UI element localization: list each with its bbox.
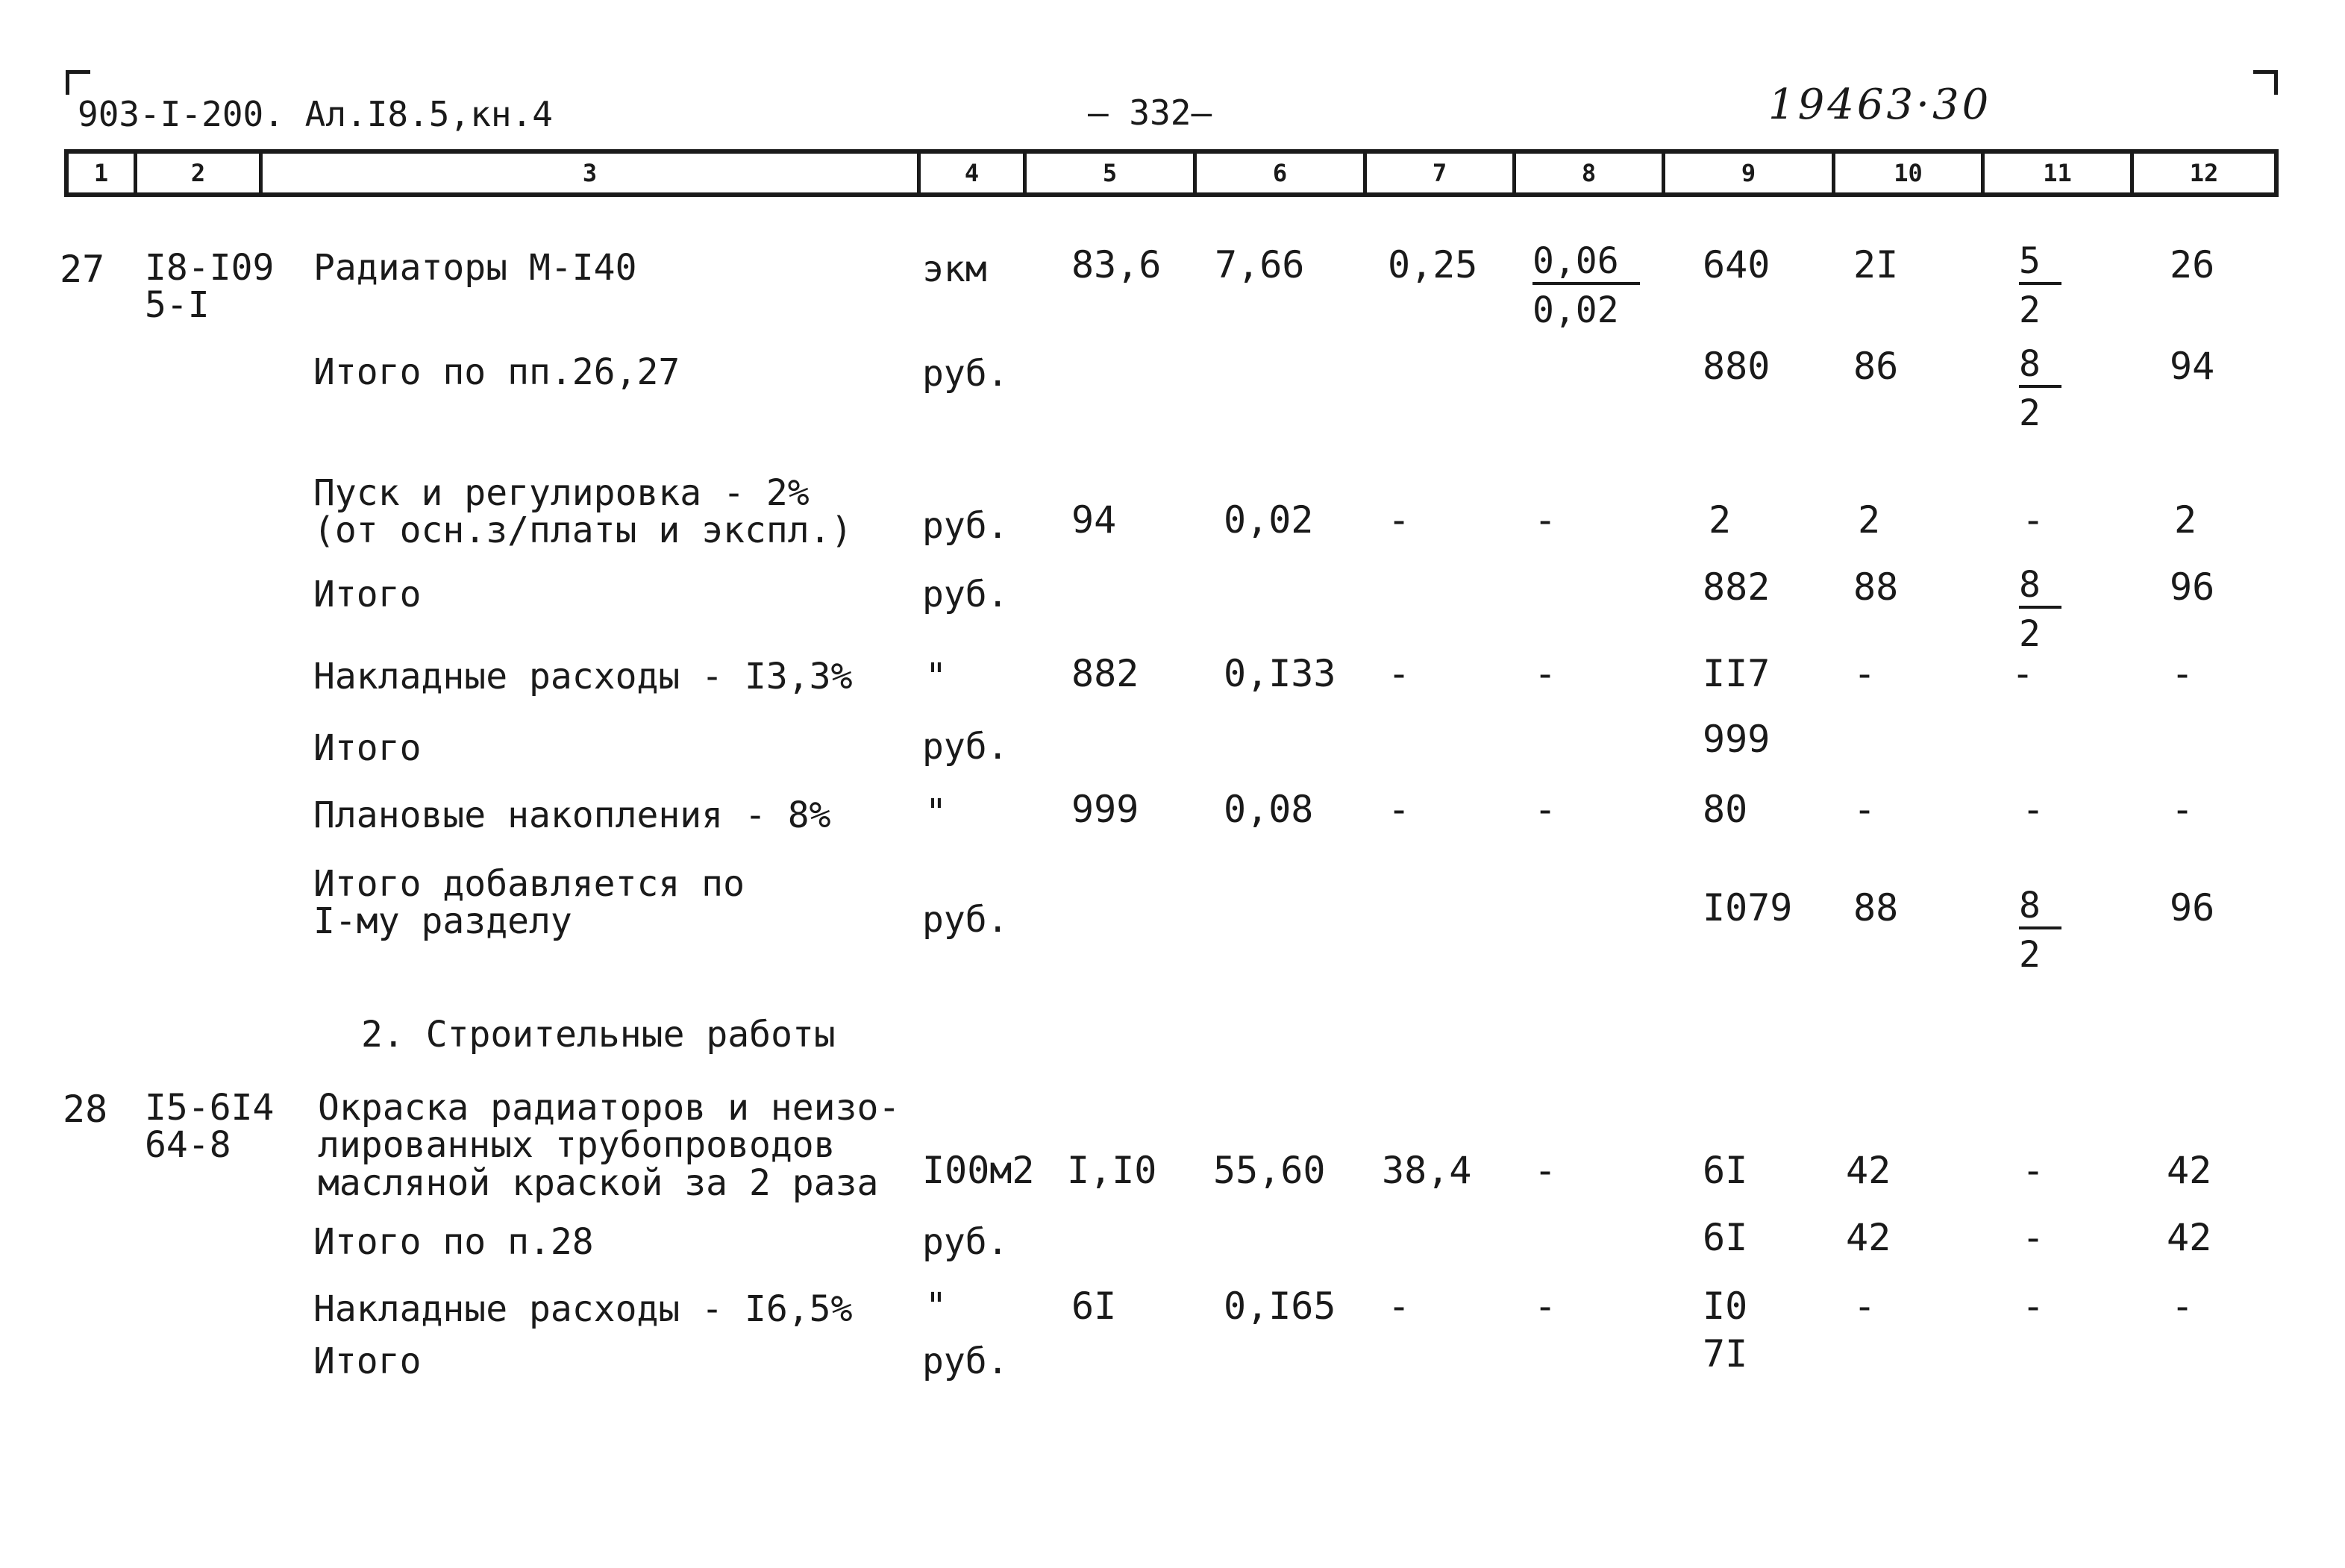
col12-cell: 94 xyxy=(2170,345,2215,388)
col12-cell: 26 xyxy=(2170,243,2215,286)
col11-cell: - xyxy=(2022,1285,2045,1328)
unit-cell: экм xyxy=(922,248,987,290)
handwritten-document-number: 19463·30 xyxy=(1768,81,1992,129)
item-description: Накладные расходы - I6,5% xyxy=(313,1288,853,1330)
col8-cell: - xyxy=(1534,652,1557,695)
quantity-cell: 999 xyxy=(1071,788,1139,831)
col11-cell: - xyxy=(2022,1216,2045,1259)
col8-fraction xyxy=(1532,240,1640,331)
item-description: Итого xyxy=(313,1340,422,1382)
col12-cell: - xyxy=(2171,788,2194,831)
col12-cell: 42 xyxy=(2167,1216,2212,1259)
col6-cell: 55,60 xyxy=(1213,1149,1326,1192)
unit-cell: руб. xyxy=(922,1221,1009,1263)
col11-fraction xyxy=(2019,564,2061,655)
col9-cell: II7 xyxy=(1703,652,1771,695)
column-number: 3 xyxy=(263,154,921,192)
quantity-cell: 94 xyxy=(1071,498,1117,542)
col7-cell: - xyxy=(1388,498,1411,542)
col8-cell: - xyxy=(1534,1149,1557,1192)
column-number: 4 xyxy=(921,154,1027,192)
fraction-denominator: 2 xyxy=(2019,934,2041,976)
unit-cell: руб. xyxy=(922,899,1009,941)
column-number: 8 xyxy=(1516,154,1665,192)
unit-cell: руб. xyxy=(922,726,1009,768)
item-description: Радиаторы М-I40 xyxy=(313,247,637,289)
column-number: 5 xyxy=(1027,154,1197,192)
fraction-numerator: 8 xyxy=(2019,888,2061,929)
fraction-denominator: 2 xyxy=(2019,392,2041,434)
row-number: 28 xyxy=(63,1088,108,1131)
col11-fraction xyxy=(2019,240,2061,331)
column-number: 9 xyxy=(1665,154,1835,192)
col7-cell: 0,25 xyxy=(1388,243,1478,286)
col9-cell: 2 xyxy=(1709,498,1732,542)
col10-cell: - xyxy=(1853,1285,1876,1328)
item-description: Окраска радиаторов и неизо- лированных трубопроводов масляной краской за 2 раза xyxy=(318,1087,901,1204)
quantity-cell: 6I xyxy=(1071,1285,1117,1328)
col11-cell: - xyxy=(2011,652,2035,695)
col9-cell: I079 xyxy=(1703,886,1793,929)
fraction-denominator: 0,02 xyxy=(1532,289,1619,331)
quantity-cell: I,I0 xyxy=(1067,1149,1157,1192)
item-description: Пуск и регулировка - 2% (от осн.з/платы и экспл.) xyxy=(313,472,853,552)
quantity-cell: 83,6 xyxy=(1071,243,1162,286)
col7-cell: 38,4 xyxy=(1382,1149,1472,1192)
col12-cell: 42 xyxy=(2167,1149,2212,1192)
col12-cell: 96 xyxy=(2170,565,2215,609)
col10-cell: 88 xyxy=(1853,886,1899,929)
col8-cell: - xyxy=(1534,498,1557,542)
item-description: Итого xyxy=(313,727,422,769)
col9-cell: 6I xyxy=(1703,1149,1748,1192)
fraction-numerator: 0,06 xyxy=(1532,243,1640,285)
col10-cell: - xyxy=(1853,788,1876,831)
col6-cell: 0,02 xyxy=(1224,498,1314,542)
unit-cell: руб. xyxy=(922,353,1009,395)
item-description: Накладные расходы - I3,3% xyxy=(313,656,853,697)
col12-cell: 2 xyxy=(2174,498,2197,542)
col6-cell: 0,08 xyxy=(1224,788,1314,831)
item-description: Итого xyxy=(313,574,422,615)
document-reference: 903-I-200. Ал.I8.5,кн.4 xyxy=(78,94,553,134)
col9-cell: 7I xyxy=(1703,1332,1748,1376)
column-number: 7 xyxy=(1367,154,1516,192)
item-description: Итого по пп.26,27 xyxy=(313,351,680,393)
col10-cell: 88 xyxy=(1853,565,1899,609)
col9-cell: 999 xyxy=(1703,718,1771,761)
col6-cell: 7,66 xyxy=(1215,243,1305,286)
fraction-numerator: 8 xyxy=(2019,567,2061,609)
col8-cell: - xyxy=(1534,1285,1557,1328)
col10-cell: 2I xyxy=(1853,243,1899,286)
unit-cell: " xyxy=(925,656,947,697)
item-description: Плановые накопления - 8% xyxy=(313,794,831,836)
col8-cell: - xyxy=(1534,788,1557,831)
page-number: — 332— xyxy=(1088,92,1212,133)
col6-cell: 0,I33 xyxy=(1224,652,1336,695)
col9-cell: 882 xyxy=(1703,565,1771,609)
col11-cell: - xyxy=(2022,788,2045,831)
item-description: Итого по п.28 xyxy=(313,1221,594,1263)
col10-cell: 2 xyxy=(1858,498,1881,542)
col12-cell: - xyxy=(2171,652,2194,695)
norm-code: I8-I09 5-I xyxy=(145,247,275,327)
col11-cell: - xyxy=(2022,498,2045,542)
col6-cell: 0,I65 xyxy=(1224,1285,1336,1328)
column-number: 1 xyxy=(69,154,137,192)
column-number: 2 xyxy=(137,154,263,192)
unit-cell: руб. xyxy=(922,574,1009,615)
col10-cell: 86 xyxy=(1853,345,1899,388)
corner-mark-top-right xyxy=(2253,70,2278,95)
col10-cell: - xyxy=(1853,652,1876,695)
column-number: 12 xyxy=(2189,159,2219,187)
quantity-cell: 882 xyxy=(1071,652,1139,695)
col9-cell: I0 xyxy=(1703,1285,1748,1328)
unit-cell: " xyxy=(925,1285,947,1327)
unit-cell: руб. xyxy=(922,505,1009,547)
fraction-numerator: 5 xyxy=(2019,243,2061,285)
col12-cell: - xyxy=(2171,1285,2194,1328)
column-number-header xyxy=(64,149,2279,197)
fraction-denominator: 2 xyxy=(2019,289,2041,331)
row-number: 27 xyxy=(60,248,105,291)
section-heading: 2. Строительные работы xyxy=(361,1014,836,1056)
col11-fraction xyxy=(2019,343,2061,434)
unit-cell: I00м2 xyxy=(922,1149,1035,1192)
col9-cell: 80 xyxy=(1703,788,1748,831)
column-number: 11 xyxy=(1985,154,2134,192)
fraction-numerator: 8 xyxy=(2019,346,2061,388)
col9-cell: 640 xyxy=(1703,243,1771,286)
col7-cell: - xyxy=(1388,788,1411,831)
col11-fraction xyxy=(2019,885,2061,976)
col9-cell: 6I xyxy=(1703,1216,1748,1259)
column-number: 10 xyxy=(1835,154,1985,192)
col7-cell: - xyxy=(1388,1285,1411,1328)
unit-cell: " xyxy=(925,791,947,833)
fraction-denominator: 2 xyxy=(2019,613,2041,655)
col10-cell: 42 xyxy=(1846,1216,1891,1259)
item-description: Итого добавляется по I-му разделу xyxy=(313,863,745,943)
col9-cell: 880 xyxy=(1703,345,1771,388)
col12-cell: 96 xyxy=(2170,886,2215,929)
column-number: 6 xyxy=(1197,154,1367,192)
corner-mark-top-left xyxy=(66,70,90,95)
col11-cell: - xyxy=(2022,1149,2045,1192)
col10-cell: 42 xyxy=(1846,1149,1891,1192)
unit-cell: руб. xyxy=(922,1340,1009,1382)
norm-code: I5-6I4 64-8 xyxy=(145,1087,275,1167)
col7-cell: - xyxy=(1388,652,1411,695)
